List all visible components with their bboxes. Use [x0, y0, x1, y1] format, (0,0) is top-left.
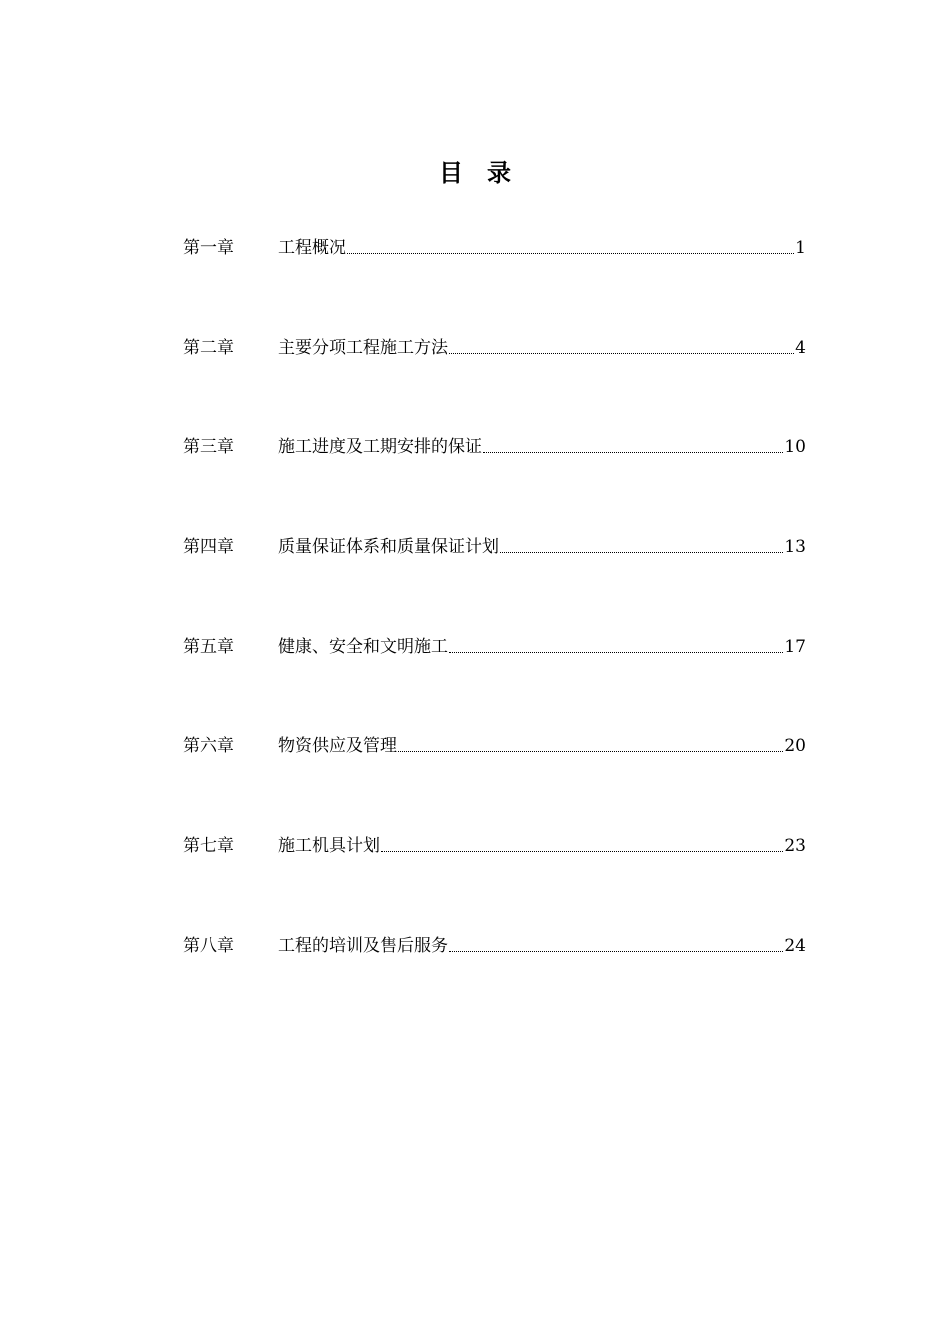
toc-entry[interactable] — [183, 236, 806, 260]
toc-entry[interactable] — [183, 934, 806, 958]
toc-entry[interactable] — [183, 834, 806, 858]
toc-chapter-title: 物资供应及管理 — [278, 736, 397, 757]
toc-page-number: 20 — [784, 736, 806, 757]
toc-chapter-title: 健康、安全和文明施工 — [278, 636, 448, 657]
toc-page-number: 17 — [784, 636, 806, 657]
toc-page-number: 23 — [784, 836, 806, 857]
toc-chapter-number: 第六章 — [183, 736, 234, 757]
toc-chapter-number: 第一章 — [183, 238, 234, 258]
toc-chapter-title: 工程的培训及售后服务 — [278, 935, 448, 956]
toc-page-number: 10 — [784, 437, 806, 458]
toc-page-number: 1 — [795, 238, 806, 258]
toc-entry[interactable] — [183, 734, 806, 758]
toc-page-number: 4 — [795, 337, 806, 358]
toc-dot-leader — [449, 635, 783, 659]
toc-chapter-title: 工程概况 — [278, 238, 346, 258]
toc-chapter-number: 第五章 — [183, 636, 234, 657]
toc-chapter-title: 施工机具计划 — [278, 836, 380, 857]
toc-chapter-number: 第二章 — [183, 337, 234, 358]
toc-dot-leader — [483, 435, 783, 459]
toc-page-number: 24 — [784, 935, 806, 956]
toc-dot-leader — [381, 834, 783, 858]
toc-entry[interactable] — [183, 535, 806, 559]
toc-entry[interactable] — [183, 635, 806, 659]
toc-chapter-title: 质量保证体系和质量保证计划 — [278, 537, 499, 558]
toc-chapter-title: 施工进度及工期安排的保证 — [278, 437, 482, 458]
toc-dot-leader — [449, 934, 783, 958]
toc-chapter-title: 主要分项工程施工方法 — [278, 337, 448, 358]
page-title: 目 录 — [439, 159, 511, 187]
toc-chapter-number: 第四章 — [183, 537, 234, 558]
table-of-contents — [183, 236, 806, 1034]
toc-chapter-number: 第三章 — [183, 437, 234, 458]
toc-dot-leader — [449, 336, 794, 360]
toc-dot-leader — [500, 535, 783, 559]
toc-chapter-number: 第八章 — [183, 935, 234, 956]
toc-page-number: 13 — [784, 537, 806, 558]
toc-entry[interactable] — [183, 435, 806, 459]
toc-entry[interactable] — [183, 336, 806, 360]
toc-dot-leader — [398, 734, 783, 758]
toc-dot-leader — [347, 236, 794, 260]
toc-chapter-number: 第七章 — [183, 836, 234, 857]
